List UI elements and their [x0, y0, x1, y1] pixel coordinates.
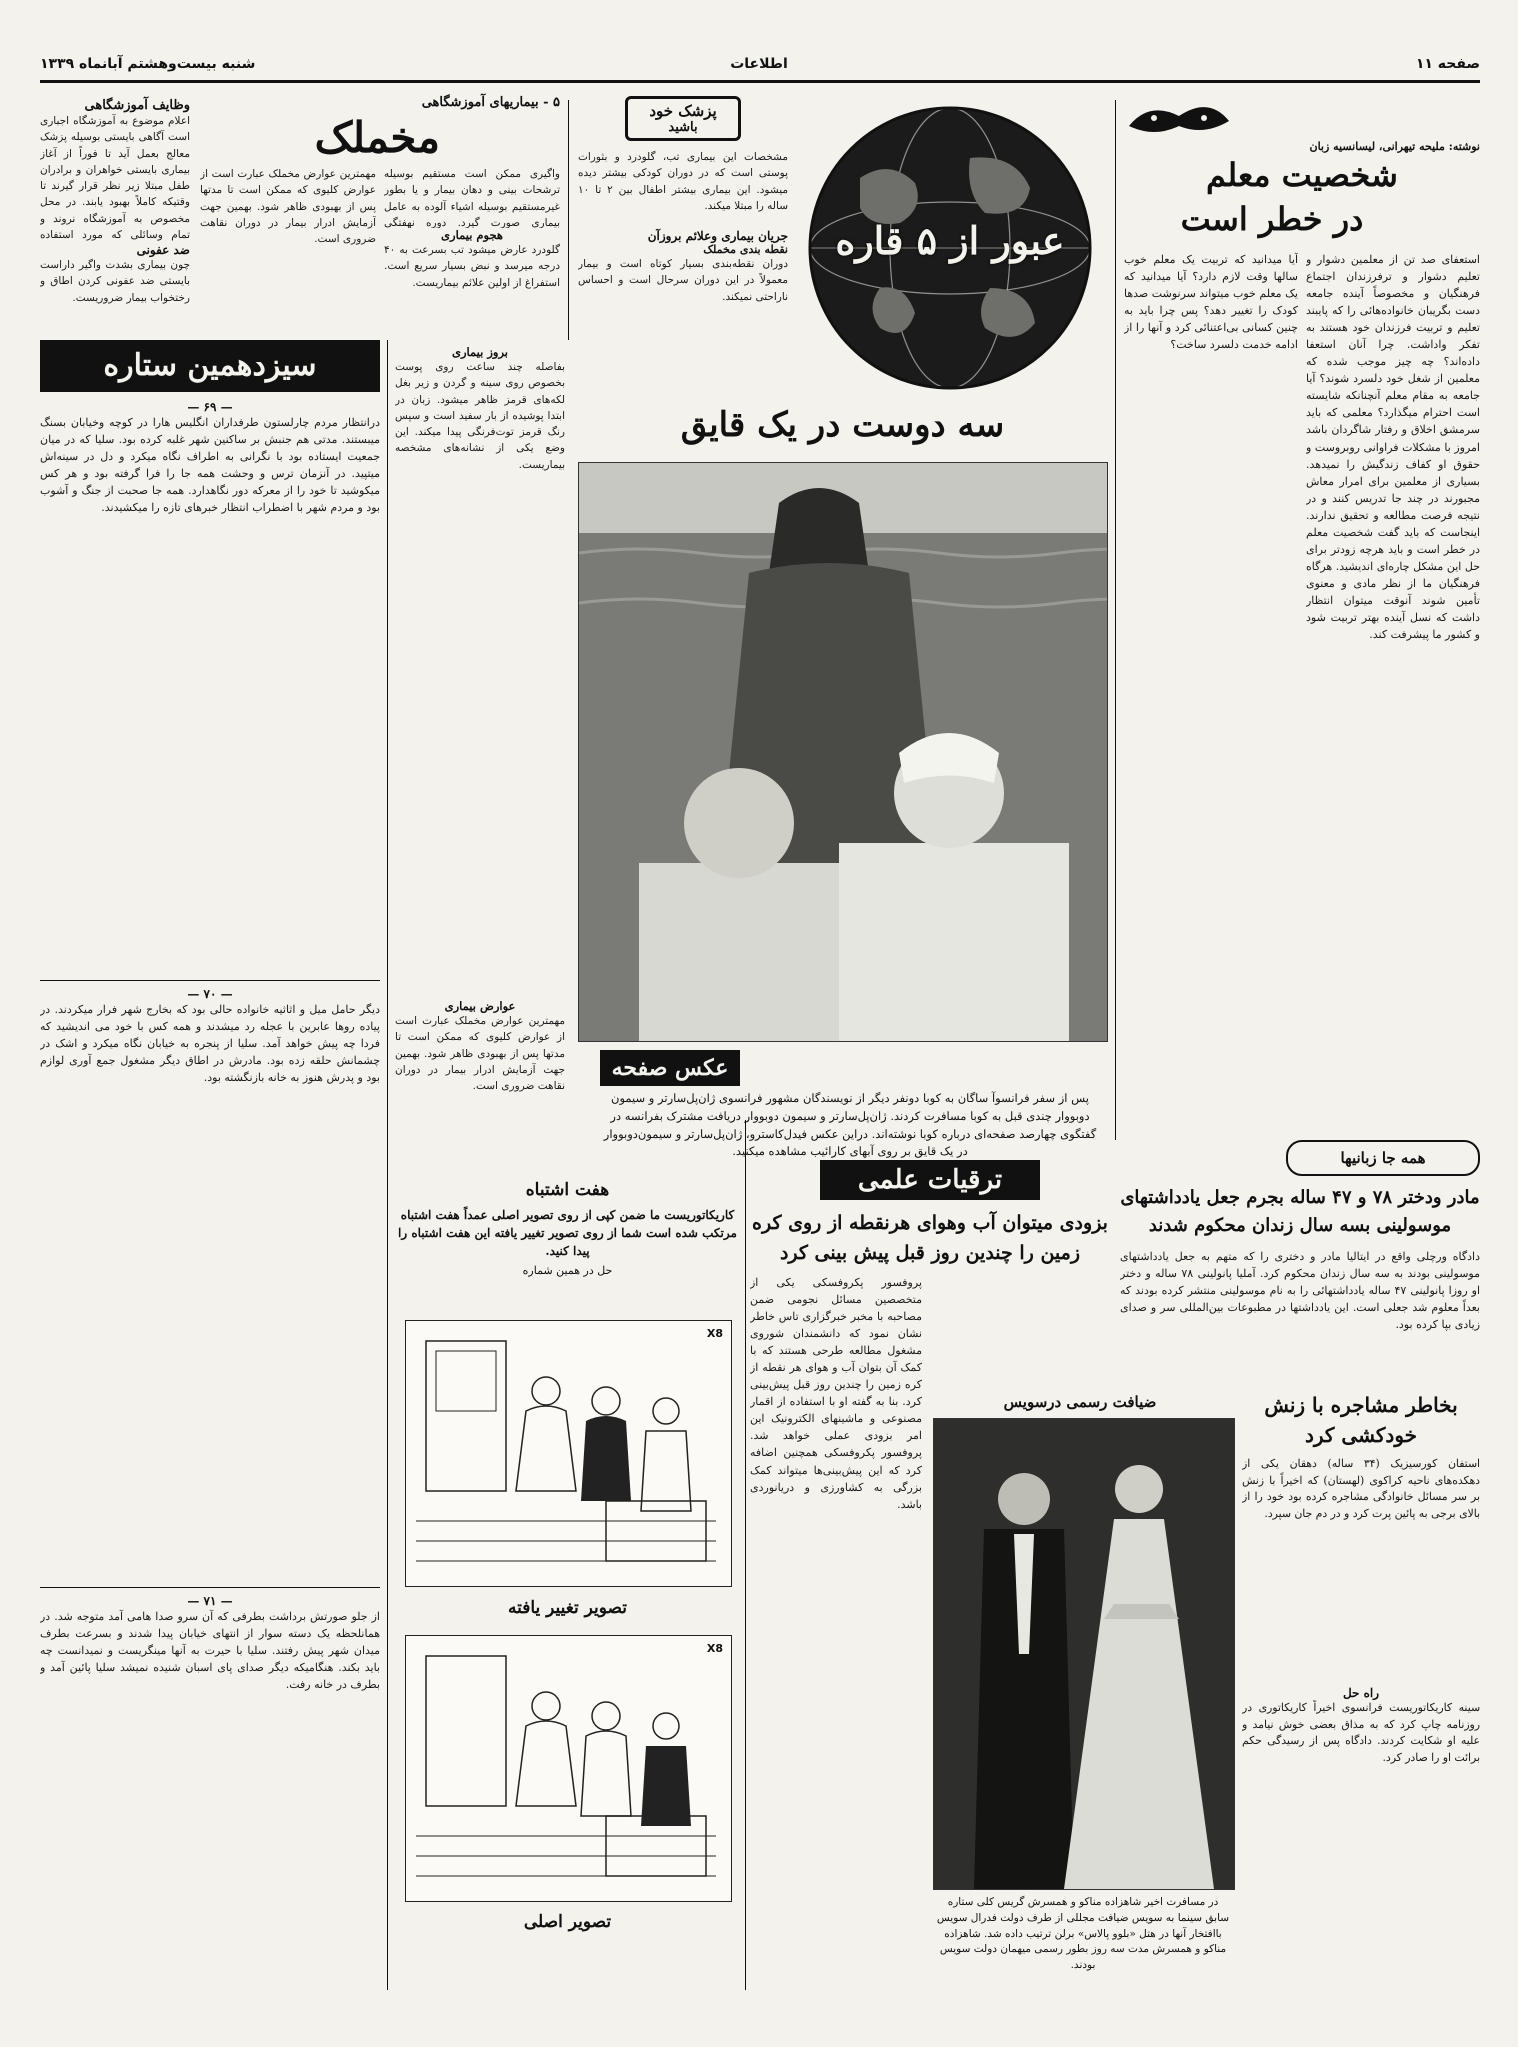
cartoon-original [405, 1635, 732, 1902]
thirteenth-star-title: سیزدهمین ستاره [40, 340, 380, 392]
science-headline: بزودی میتوان آب وهوای هرنقطه از روی کره زمین را چندین روز قبل پیش بینی کرد [752, 1212, 1108, 1264]
cartoon-original-icon [406, 1636, 731, 1901]
solution-subhead: راه حل [1342, 1686, 1380, 1700]
cartoon-changed-mark: X8 [706, 1327, 723, 1340]
doctor-badge-line2: باشید [668, 120, 698, 135]
disinfection-body: چون بیماری بشدت واگیر داراست بایستی ضد عفونی کردن اطاق و رختخواب بیمار ضروریست. [40, 259, 190, 304]
quarrel-headline: بخاطر مشاجره با زنش خودکشی کرد [1264, 1393, 1458, 1447]
science-band: ترقیات علمی [820, 1160, 1040, 1200]
column-rule [745, 1120, 746, 1990]
seven-mistakes-title: هفت اشتباه [525, 1180, 610, 1200]
scarlet-fever-kicker: ۵ - بیماریهای آموزشگاهی [421, 95, 560, 110]
cartoon-changed-icon [406, 1321, 731, 1586]
three-friends-title: سه دوست در یک قایق [680, 405, 1005, 445]
reception-photo-icon [934, 1419, 1234, 1889]
teacher-title-line1: شخصیت معلم [1206, 156, 1398, 194]
eruption-subhead: بروز بیماری [451, 345, 509, 359]
scarlet-fever-title: مخملک [314, 113, 440, 162]
solution-body: سینه کاریکاتوریست فرانسوی اخیراً کاریکاتوری در روزنامه چاپ کرد که به مذاق بعضی خوش نیامد و علیه او شکایت کردند. دادگاه پس از رسیدگی حکم برائت او را صادر کرد. [1242, 1701, 1480, 1765]
reception-caption: در مسافرت اخیر شاهزاده مناکو و همسرش گریس کلی ستاره سابق سینما به سویس ضیافت مجللی از طرف دولت فدرال سویس باافتخار آنها در هتل «بلوو پالاس» برلن ترتیب داده شد. شاهزاده مناکو و همسرش مدت سه روز بطور رسمی میهمان دولت سویس بودند. [936, 1896, 1230, 1971]
teacher-body-col2: آیا میدانید که تربیت یک معلم خوب سالها وقت لازم دارد؟ آیا میدانید که یک معلم خوب میتواند سرنوشت صدها کودک را تغییر دهد؟ پس چرا باید به چنین کسانی بی‌اعتنائی کرد و آنها را از ادامه خدمت دلسرد ساخت؟ [1124, 253, 1298, 352]
reception-title: ضیافت رسمی درسویس [1003, 1393, 1157, 1411]
doctor-badge [625, 96, 741, 141]
complications-body: مهمترین عوارض مخملک عبارت است از عوارض کلیوی که ممکن است تا مدتها پس از بهبودی ظاهر شود. بهمین جهت آزمایش ادرار بیمار در دوران نقاهت ضروری است. [395, 1015, 565, 1093]
scarlet-fever-continued [395, 345, 565, 1183]
eruption-body: بفاصله چند ساعت روی پوست بخصوص روی سینه و گردن و زیر بغل لکه‌های قرمز ظاهر میشود. زبان در ابتدا پوشیده از بار سفید است و سپس رنگ قرمز توت‌فرنگی پیدا میکند. این وضع یکی از نشانه‌های مشخصه بیماریست. [395, 361, 565, 471]
seven-mistakes [395, 1180, 740, 1277]
be-your-own-doctor-article [578, 96, 788, 308]
serial-body-69: درانتظار مردم چارلستون طرفداران انگلیس هارا در کوچه وخیابان بسنگ میبستند. مدتی هم جنبش بر ساکنین شهر غلبه کرده بود. سلیا که در میان جمعیت ایستاده بود با نگرانی به اطراف نگاه میکرد و دل در سینه‌اش میتپید. در آنزمان ترس و وحشت همه جا را فرا گرفته بود و هر کس میکوشید تا خود را از معرکه دور نگاهدارد. همه جا صحبت از جنگ و آشوب بود و مردم شهر با اضطراب انتظار خبرهای تازه را میکشیدند. [40, 416, 380, 515]
doctor-body: دوران نقطه‌بندی بسیار کوتاه است و بیمار معمولاً در این دوران سرحال است و احساس ناراحتی نمیکند. [578, 258, 788, 303]
scarlet-fever-col2: مهمترین عوارض مخملک عبارت است از عوارض کلیوی که ممکن است تا مدتها پس از بهبودی ظاهر شود. بهمین جهت آزمایش ادرار بیمار در دوران نقاهت ضروری است. [200, 168, 376, 246]
episode-number-69: — ۶۹ — [187, 400, 233, 414]
teacher-byline: نوشته: ملیحه تیهرانی، لیسانسیه زبان [1309, 140, 1480, 153]
scarlet-fever-intro: واگیری ممکن است مستقیم بوسیله ترشحات بینی و دهان بیمار و یا بطور غیرمستقیم بوسیله اشیاء آلوده به عامل بیماری صورت گیرد. دوره نهفتگی [384, 168, 560, 228]
disinfection-subhead: ضد عفونی [136, 243, 190, 257]
thirteenth-star-serial [40, 340, 380, 2028]
cartoon-changed [405, 1320, 732, 1587]
teacher-article [1124, 96, 1480, 1001]
reception-photo [933, 1418, 1235, 1890]
page-number: صفحه ۱۱ [1415, 56, 1480, 72]
seven-mistakes-solution: حل در همین شماره [522, 1264, 613, 1277]
cartoon-original-mark: X8 [706, 1642, 723, 1655]
seven-mistakes-intro: کاریکاتوریست ما ضمن کپی از روی تصویر اصلی عمداً هفت اشتباه مرتکب شده است شما از روی تصویر تغییر یافته این هفت اشتباه را پیدا کنید. [398, 1208, 737, 1258]
quarrel-body: استفان کورسیزیک (۳۴ ساله) دهقان یکی از دهکده‌های ناحیه کراکوی (لهستان) که اخیراً با زنش بر سر مسائل خانوادگی مشاجره کرده بود خود را از بالای برجی به پائین پرت کرد و در دم جان سپرد. [1242, 1457, 1480, 1521]
doctor-badge-line1: پزشک خود [649, 102, 717, 120]
photo-page-band: عکس صفحه [600, 1050, 740, 1086]
column-rule [568, 100, 569, 340]
everywhere-badge [1286, 1140, 1480, 1176]
science-body: پروفسور پکروفسکی یکی از متخصصین مسائل نجومی ضمن مصاحبه با مخبر خبرگزاری تاس خاطر نشان نمود که دانشمندان شوروی مشغول مطالعه طرحی هستند که با کمک آن بتوان آب و هوای هر نقطه از کره زمین را چندین روز قبل پیش‌بینی کرد. بنا به گفته او با استفاده از اقمار مصنوعی و ماشینهای الکترونیک این امر بزودی عملی خواهد شد. پروفسور پکروفسکی همچنین اضافه کرد که این پیش‌بینی‌ها میتواند کمک بزرگی به کشاورزی و دریانوردی باشد. [750, 1276, 922, 1511]
label-changed-image: تصویر تغییر یافته [507, 1598, 628, 1618]
issue-date: شنبه بیست‌وهشتم آبانماه ۱۳۳۹ [40, 56, 256, 72]
serial-body-71: از جلو صورتش برداشت بطرفی که آن سرو صدا هامی آمد متوجه شد. در همانلحظه یک دسته سوار از انتهای خیابان پیدا شدند و بسرعت بطرف میدان شهر پیش رفتند. سلیا با حیرت به آنها مینگریست و نمیدانست چه باید بکند. هنگامیکه دیگر صدای پای اسبان شنیده نمیشد سلیا پائین آمد و بطرف در خانه رفت. [40, 1610, 380, 1692]
boat-photo-icon [579, 463, 1107, 1041]
everywhere-body: دادگاه ورچلی واقع در ایتالیا مادر و دختری را که متهم به جعل یادداشتهای موسولینی بودند به سه سال زندان محکوم کرد. آملیا پانولینی ۷۸ ساله و دختر او روزا پانولینی ۴۷ ساله یادداشتهائی را به نام موسولینی منتشر کرده بودند که بعداً معلوم شد جعلی است. این یادداشتها در مطبوعات بین‌المللی سر و صدای زیادی بپا کرده بود. [1120, 1250, 1480, 1332]
scarlet-fever-article [200, 95, 560, 304]
education-duties-article [40, 98, 190, 305]
teacher-title-line2: در خطر است [1180, 200, 1364, 238]
column-rule [387, 340, 388, 1990]
women-section-logo-icon [1124, 96, 1234, 140]
education-duties-title: وظایف آموزشگاهی [84, 98, 190, 113]
everywhere-headline: مادر ودختر ۷۸ و ۴۷ ساله بجرم جعل یادداشتهای موسولینی بسه سال زندان محکوم شدند [1120, 1187, 1480, 1236]
complications-subhead: عوارض بیماری [444, 999, 516, 1013]
five-continents-globe [800, 98, 1100, 398]
everywhere-badge-label: همه جا زبانیها [1340, 1149, 1426, 1167]
serial-body-70: دیگر حامل میل و اثاثیه خانواده حالی بود که بخارج شهر فرار میکردند. در پیاده روها عابرین با عجله رد میشدند و همه کس با خود می اندیشید که فردا چه پیش خواهد آمد. سلیا از پنجره به خیابان نگاه میکرد و اشک در چشمانش حلقه زده بود. مادرش در اطاق دیگر مشغول جمع آوری لوازم بود و پدرش هنوز به خانه بازنگشته بود. [40, 1003, 380, 1085]
episode-number-70: — ۷۰ — [187, 987, 233, 1001]
column-rule [1115, 100, 1116, 1140]
globe-title: عبور از ۵ قاره [835, 218, 1065, 263]
newspaper-name: اطلاعات [730, 56, 788, 72]
three-friends-caption: پس از سفر فرانسوآ ساگان به کوبا دونفر دیگر از نویسندگان مشهور فرانسوی ژان‌پل‌سارتر و سیمون دوبووار چندی قبل به کوبا مسافرت کردند. ژان‌پل‌سارتر و سیمون دوبووار دریافت مشترک بفرانسه در گفتگوی چهارصد صفحه‌ای درباره کوبا نوشته‌اند. دراین عکس فیدل‌کاسترو، ژان‌پل‌سارتر و سیمون‌دوبووار در یک قایق بر روی آبهای کارائیب مشاهده میکنید. [603, 1091, 1097, 1159]
doctor-subhead2: نقطه بندی مخملک [703, 243, 788, 256]
education-duties-body: اعلام موضوع به آموزشگاه اجباری است آگاهی بایستی بوسیله پزشک معالج بعمل آید تا فوراً از آغاز بیماری بایستی خواهران و برادران طفل مبتلا زیر نظر قرار گیرند تا وقتیکه کاملاً بهبود یابند. در محل مخصوص به آموزشگاه نروند و تمام وسائلی که مورد استفاده [40, 115, 190, 241]
symptoms-body: گلودرد عارض میشود تب بسرعت به ۴۰ درجه میرسد و نبض بسیار سریع است. استفراغ از اولین علائم بیماریست. [384, 244, 560, 289]
teacher-body-col1: استعفای صد تن از معلمین دشوار و تعلیم دشوار و ترفرزندان اجتماع فرهنگیان و مخصوصاً آینده جامعه دست بگریبان خانواده‌هائی را که پایبند تعلیم و تربیت فرزندان خود هستند به تفکر واداشت. چرا آنان استعفا داده‌اند؟ چه چیز موجب شده که معلمین از شغل خود دلسرد شوند؟ آیا جامعه به مقام معلم آنچنانکه شایسته است احترام میگذارد؟ معلمی که باید سرمشق اخلاق و رفتار شاگردان باشد امروز با مشکلات فراوانی روبروست و حقوق او کفاف زندگیش را نمیدهد. بسیاری از معلمین برای امرار معاش مجبورند در چند جا تدریس کنند و در نتیجه فرصت مطالعه و تحقیق ندارند. اینجاست که باید گفت شخصیت معلم در خطر است و باید هرچه زودتر برای حل این مشکل چاره‌ای اندیشید. هرگاه فرهنگیان ما از نظر مادی و معنوی تأمین شوند آنوقت میتوان انتظار داشت که نسل آینده بهتر تربیت شود و کشور ما پیشرفت کند. [1306, 253, 1480, 642]
header-rule [40, 80, 1480, 83]
label-original-image: تصویر اصلی [523, 1912, 612, 1932]
episode-number-71: — ۷۱ — [187, 1594, 233, 1608]
doctor-intro: مشخصات این بیماری تب، گلودرد و بثورات پوستی است که در دوران کودکی بیشتر دیده میشود. این بیماری بیشتر اطفال بین ۲ تا ۱۰ ساله را مبتلا میکند. [578, 151, 788, 212]
quarrel-article [1242, 1390, 1480, 1930]
doctor-subhead: جریان بیماری وعلائم بروزآن [647, 229, 788, 243]
three-friends-photo [578, 462, 1108, 1042]
symptoms-subhead: هجوم بیماری [441, 228, 503, 242]
